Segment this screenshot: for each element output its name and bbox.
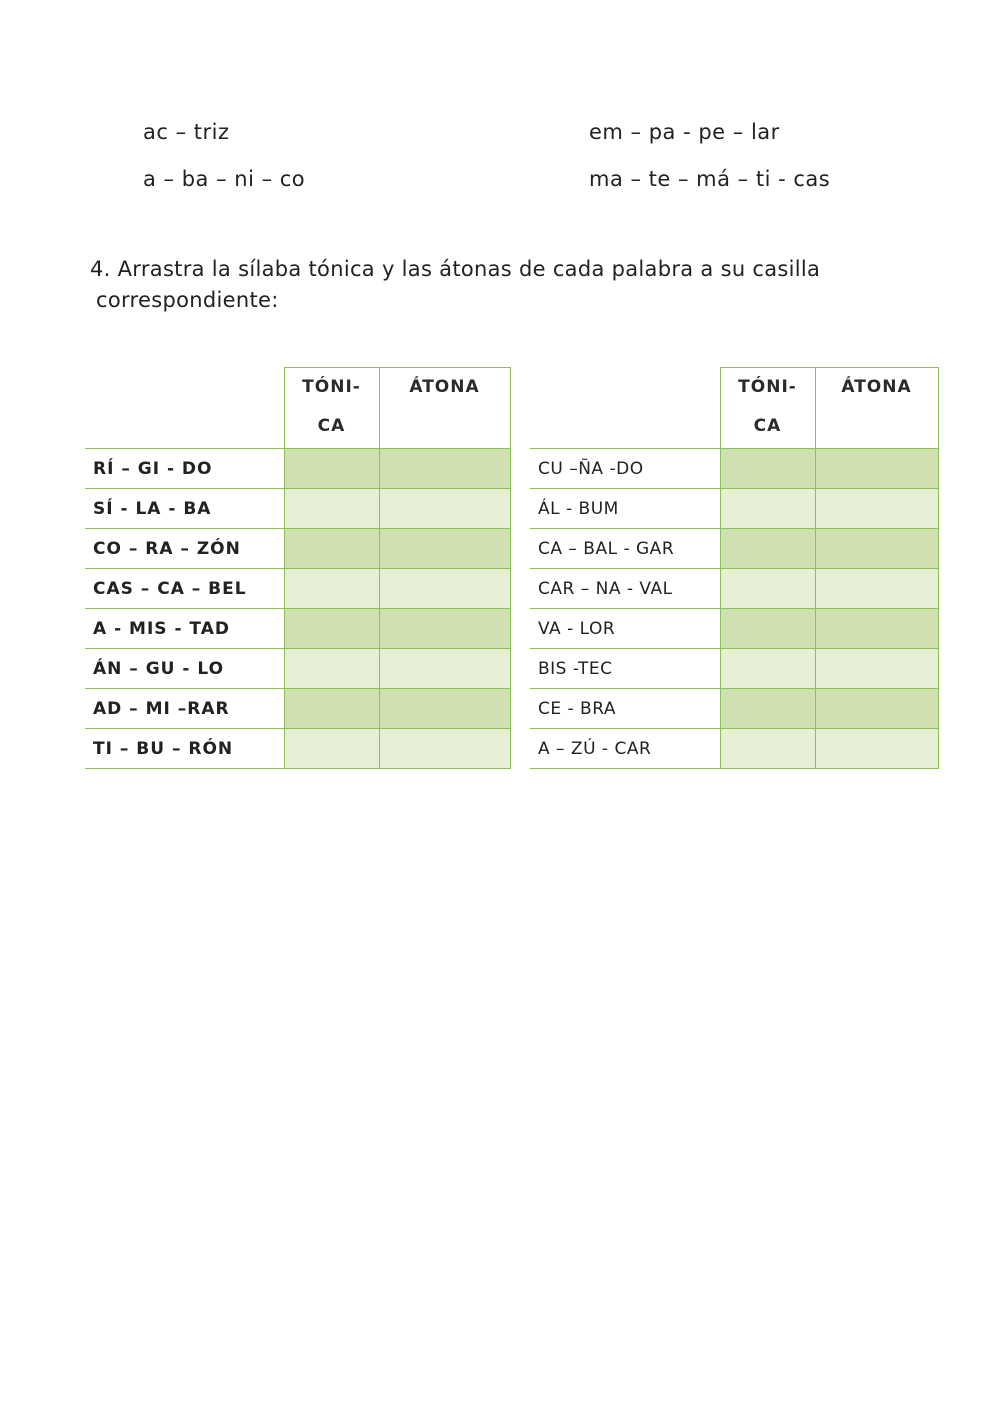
word-empapelar: em – pa - pe – lar — [589, 120, 780, 144]
tonica-drop-cell[interactable] — [284, 529, 379, 569]
table-row — [530, 569, 938, 609]
atona-drop-cell[interactable] — [379, 649, 510, 689]
word-label: CAS – CA – BEL — [85, 569, 284, 609]
tonica-drop-cell[interactable] — [284, 489, 379, 529]
atona-drop-cell[interactable] — [379, 729, 510, 769]
word-abanico: a – ba – ni – co — [143, 167, 306, 191]
exercise-instruction — [90, 254, 870, 316]
word-label: A - MIS - TAD — [85, 609, 284, 649]
word-label: TI – BU – RÓN — [85, 729, 284, 769]
atona-drop-cell[interactable] — [379, 529, 510, 569]
table-row — [85, 569, 510, 609]
right-syllable-table — [530, 367, 939, 769]
word-label: CE - BRA — [530, 689, 720, 729]
table-row — [530, 689, 938, 729]
word-label: RÍ – GI - DO — [85, 449, 284, 489]
tonica-drop-cell[interactable] — [284, 609, 379, 649]
tonica-drop-cell[interactable] — [720, 529, 815, 569]
table-row — [530, 649, 938, 689]
table-row — [85, 689, 510, 729]
table-row — [530, 609, 938, 649]
atona-drop-cell[interactable] — [379, 609, 510, 649]
word-label: CAR – NA - VAL — [530, 569, 720, 609]
instruction-line-2: correspondiente: — [96, 288, 279, 312]
tonica-drop-cell[interactable] — [720, 609, 815, 649]
header-tonica: TÓNI- CA — [284, 368, 379, 449]
tonica-drop-cell[interactable] — [284, 689, 379, 729]
word-label: ÁN – GU - LO — [85, 649, 284, 689]
table-row — [85, 729, 510, 769]
table-row — [85, 609, 510, 649]
table-row — [530, 529, 938, 569]
word-label: BIS -TEC — [530, 649, 720, 689]
table-row — [530, 729, 938, 769]
word-label: CA – BAL - GAR — [530, 529, 720, 569]
header-atona: ÁTONA — [815, 368, 938, 449]
word-label: AD – MI –RAR — [85, 689, 284, 729]
table-row — [85, 449, 510, 489]
table-row — [85, 529, 510, 569]
table-row — [85, 489, 510, 529]
left-syllable-table — [85, 367, 511, 769]
atona-drop-cell[interactable] — [379, 689, 510, 729]
atona-drop-cell[interactable] — [815, 489, 938, 529]
tonica-drop-cell[interactable] — [720, 569, 815, 609]
table-row — [530, 489, 938, 529]
word-label: CU –ÑA -DO — [530, 449, 720, 489]
tonica-drop-cell[interactable] — [720, 449, 815, 489]
word-actriz: ac – triz — [143, 120, 230, 144]
tonica-drop-cell[interactable] — [720, 489, 815, 529]
instruction-line-1: 4. Arrastra la sílaba tónica y las átonas de cada palabra a su casilla — [90, 257, 821, 281]
atona-drop-cell[interactable] — [815, 609, 938, 649]
word-matematicas: ma – te – má – ti - cas — [589, 167, 831, 191]
atona-drop-cell[interactable] — [815, 449, 938, 489]
tonica-drop-cell[interactable] — [720, 689, 815, 729]
tonica-drop-cell[interactable] — [284, 729, 379, 769]
tonica-drop-cell[interactable] — [720, 729, 815, 769]
table-row — [530, 449, 938, 489]
word-label: SÍ - LA - BA — [85, 489, 284, 529]
header-tonica: TÓNI- CA — [720, 368, 815, 449]
tonica-drop-cell[interactable] — [720, 649, 815, 689]
tonica-drop-cell[interactable] — [284, 449, 379, 489]
word-label: VA - LOR — [530, 609, 720, 649]
atona-drop-cell[interactable] — [815, 729, 938, 769]
atona-drop-cell[interactable] — [815, 569, 938, 609]
atona-drop-cell[interactable] — [815, 529, 938, 569]
word-label: A – ZÚ - CAR — [530, 729, 720, 769]
tonica-drop-cell[interactable] — [284, 569, 379, 609]
atona-drop-cell[interactable] — [815, 649, 938, 689]
atona-drop-cell[interactable] — [379, 569, 510, 609]
atona-drop-cell[interactable] — [379, 489, 510, 529]
tonica-drop-cell[interactable] — [284, 649, 379, 689]
header-atona: ÁTONA — [379, 368, 510, 449]
atona-drop-cell[interactable] — [815, 689, 938, 729]
atona-drop-cell[interactable] — [379, 449, 510, 489]
word-label: ÁL - BUM — [530, 489, 720, 529]
word-label: CO – RA – ZÓN — [85, 529, 284, 569]
table-row — [85, 649, 510, 689]
